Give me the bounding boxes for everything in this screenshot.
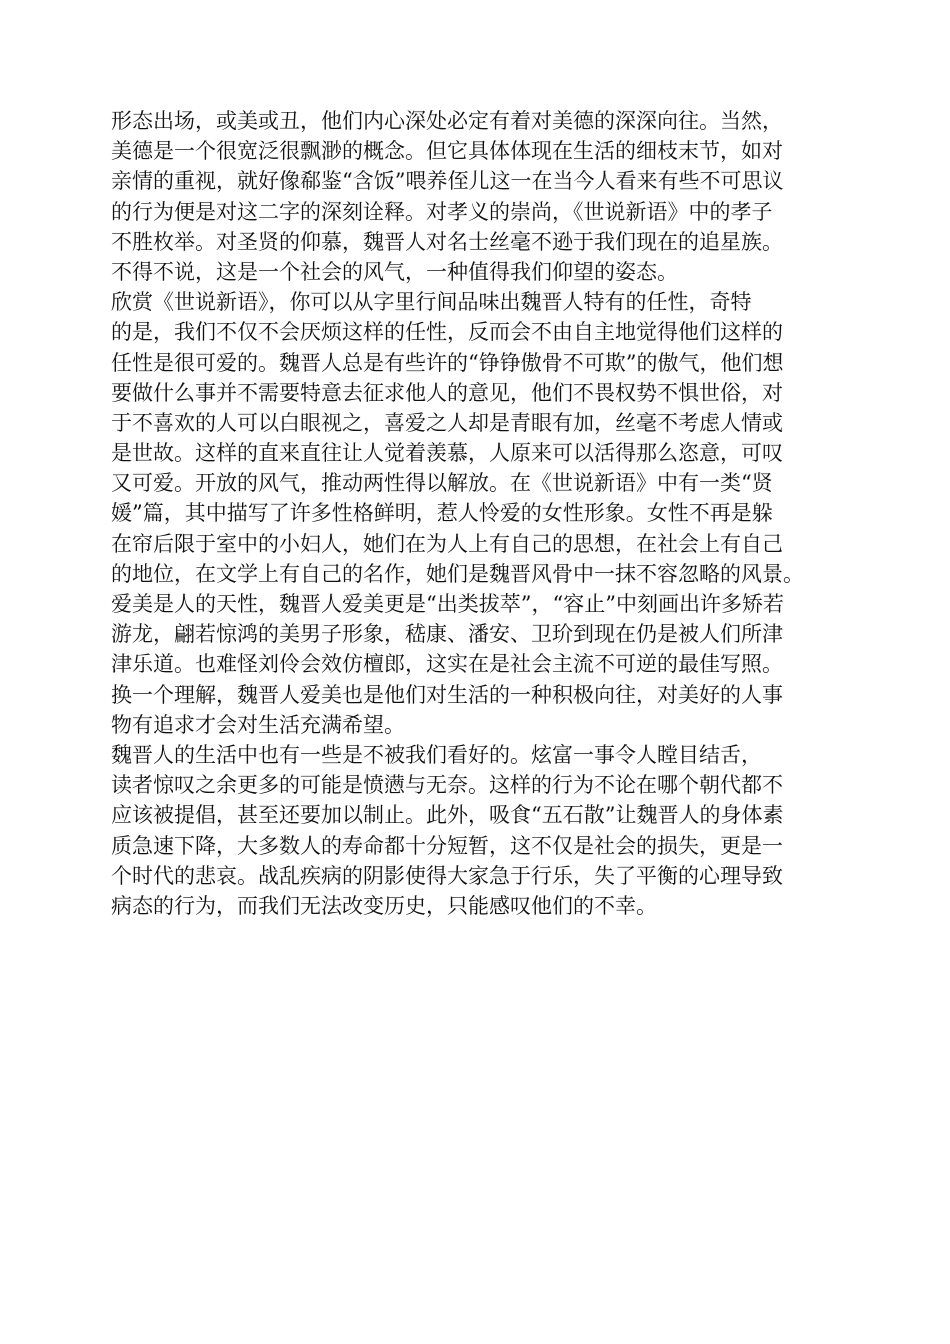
text-line: 要做什么事并不需要特意去征求他人的意见，他们不畏权势不惧世俗，对 xyxy=(111,380,783,405)
text-line: 魏晋人的生活中也有一些是不被我们看好的。炫富一事令人瞠目结舌， xyxy=(111,742,762,767)
text-line: 物有追求才会对生活充满希望。 xyxy=(111,712,405,737)
text-line: 欣赏《世说新语》，你可以从字里行间品味出魏晋人特有的任性，奇特 xyxy=(111,290,752,315)
text-line: 于不喜欢的人可以白眼视之，喜爱之人却是青眼有加，丝毫不考虑人情或 xyxy=(111,410,783,435)
text-line: 不胜枚举。对圣贤的仰慕，魏晋人对名士丝毫不逊于我们现在的追星族。 xyxy=(111,229,783,254)
text-line: 病态的行为，而我们无法改变历史，只能感叹他们的不幸。 xyxy=(111,893,657,918)
text-line: 的是，我们不仅不会厌烦这样的任性，反而会不由自主地觉得他们这样的 xyxy=(111,320,783,345)
text-line: 津乐道。也难怪刘伶会效仿檀郎，这实在是社会主流不可逆的最佳写照。 xyxy=(111,652,783,677)
text-line: 是世故。这样的直来直往让人觉着羡慕，人原来可以活得那么恣意，可叹 xyxy=(111,441,783,466)
text-line: 换一个理解，魏晋人爱美也是他们对生活的一种积极向往，对美好的人事 xyxy=(111,682,783,707)
document-body xyxy=(111,106,871,921)
text-line: 媛”篇，其中描写了许多性格鲜明，惹人怜爱的女性形象。女性不再是躲 xyxy=(111,501,773,526)
text-line: 的行为便是对这二字的深刻诠释。对孝义的崇尚，《世说新语》中的孝子 xyxy=(111,199,773,224)
text-line: 个时代的悲哀。战乱疾病的阴影使得大家急于行乐，失了平衡的心理导致 xyxy=(111,863,783,888)
text-line: 不得不说，这是一个社会的风气，一种值得我们仰望的姿态。 xyxy=(111,259,678,284)
text-line: 应该被提倡，甚至还要加以制止。此外，吸食“五石散”让魏晋人的身体素 xyxy=(111,803,784,828)
text-line: 美德是一个很宽泛很飘渺的概念。但它具体体现在生活的细枝末节，如对 xyxy=(111,139,783,164)
text-line: 形态出场，或美或丑，他们内心深处必定有着对美德的深深向往。当然， xyxy=(111,109,783,133)
text-line: 亲情的重视，就好像郗鉴“含饭”喂养侄儿这一在当今人看来有些不可思议 xyxy=(111,169,784,194)
text-line: 读者惊叹之余更多的可能是愤懑与无奈。这样的行为不论在哪个朝代都不 xyxy=(111,773,783,798)
text-line: 任性是很可爱的。魏晋人总是有些许的“铮铮傲骨不可欺”的傲气，他们想 xyxy=(111,350,784,375)
text-line: 又可爱。开放的风气，推动两性得以解放。在《世说新语》中有一类“贤 xyxy=(111,471,773,496)
text-line: 在帘后限于室中的小妇人，她们在为人上有自己的思想，在社会上有自己 xyxy=(111,531,783,556)
text-line: 质急速下降，大多数人的寿命都十分短暂，这不仅是社会的损失，更是一 xyxy=(111,833,783,858)
text-line: 游龙，翩若惊鸿的美男子形象，嵇康、潘安、卫玠到现在仍是被人们所津 xyxy=(111,622,783,647)
text-line: 的地位，在文学上有自己的名作，她们是魏晋风骨中一抹不容忽略的风景。 xyxy=(111,561,804,586)
text-line: 爱美是人的天性，魏晋人爱美更是“出类拔萃”，“容止”中刻画出许多矫若 xyxy=(111,592,784,616)
